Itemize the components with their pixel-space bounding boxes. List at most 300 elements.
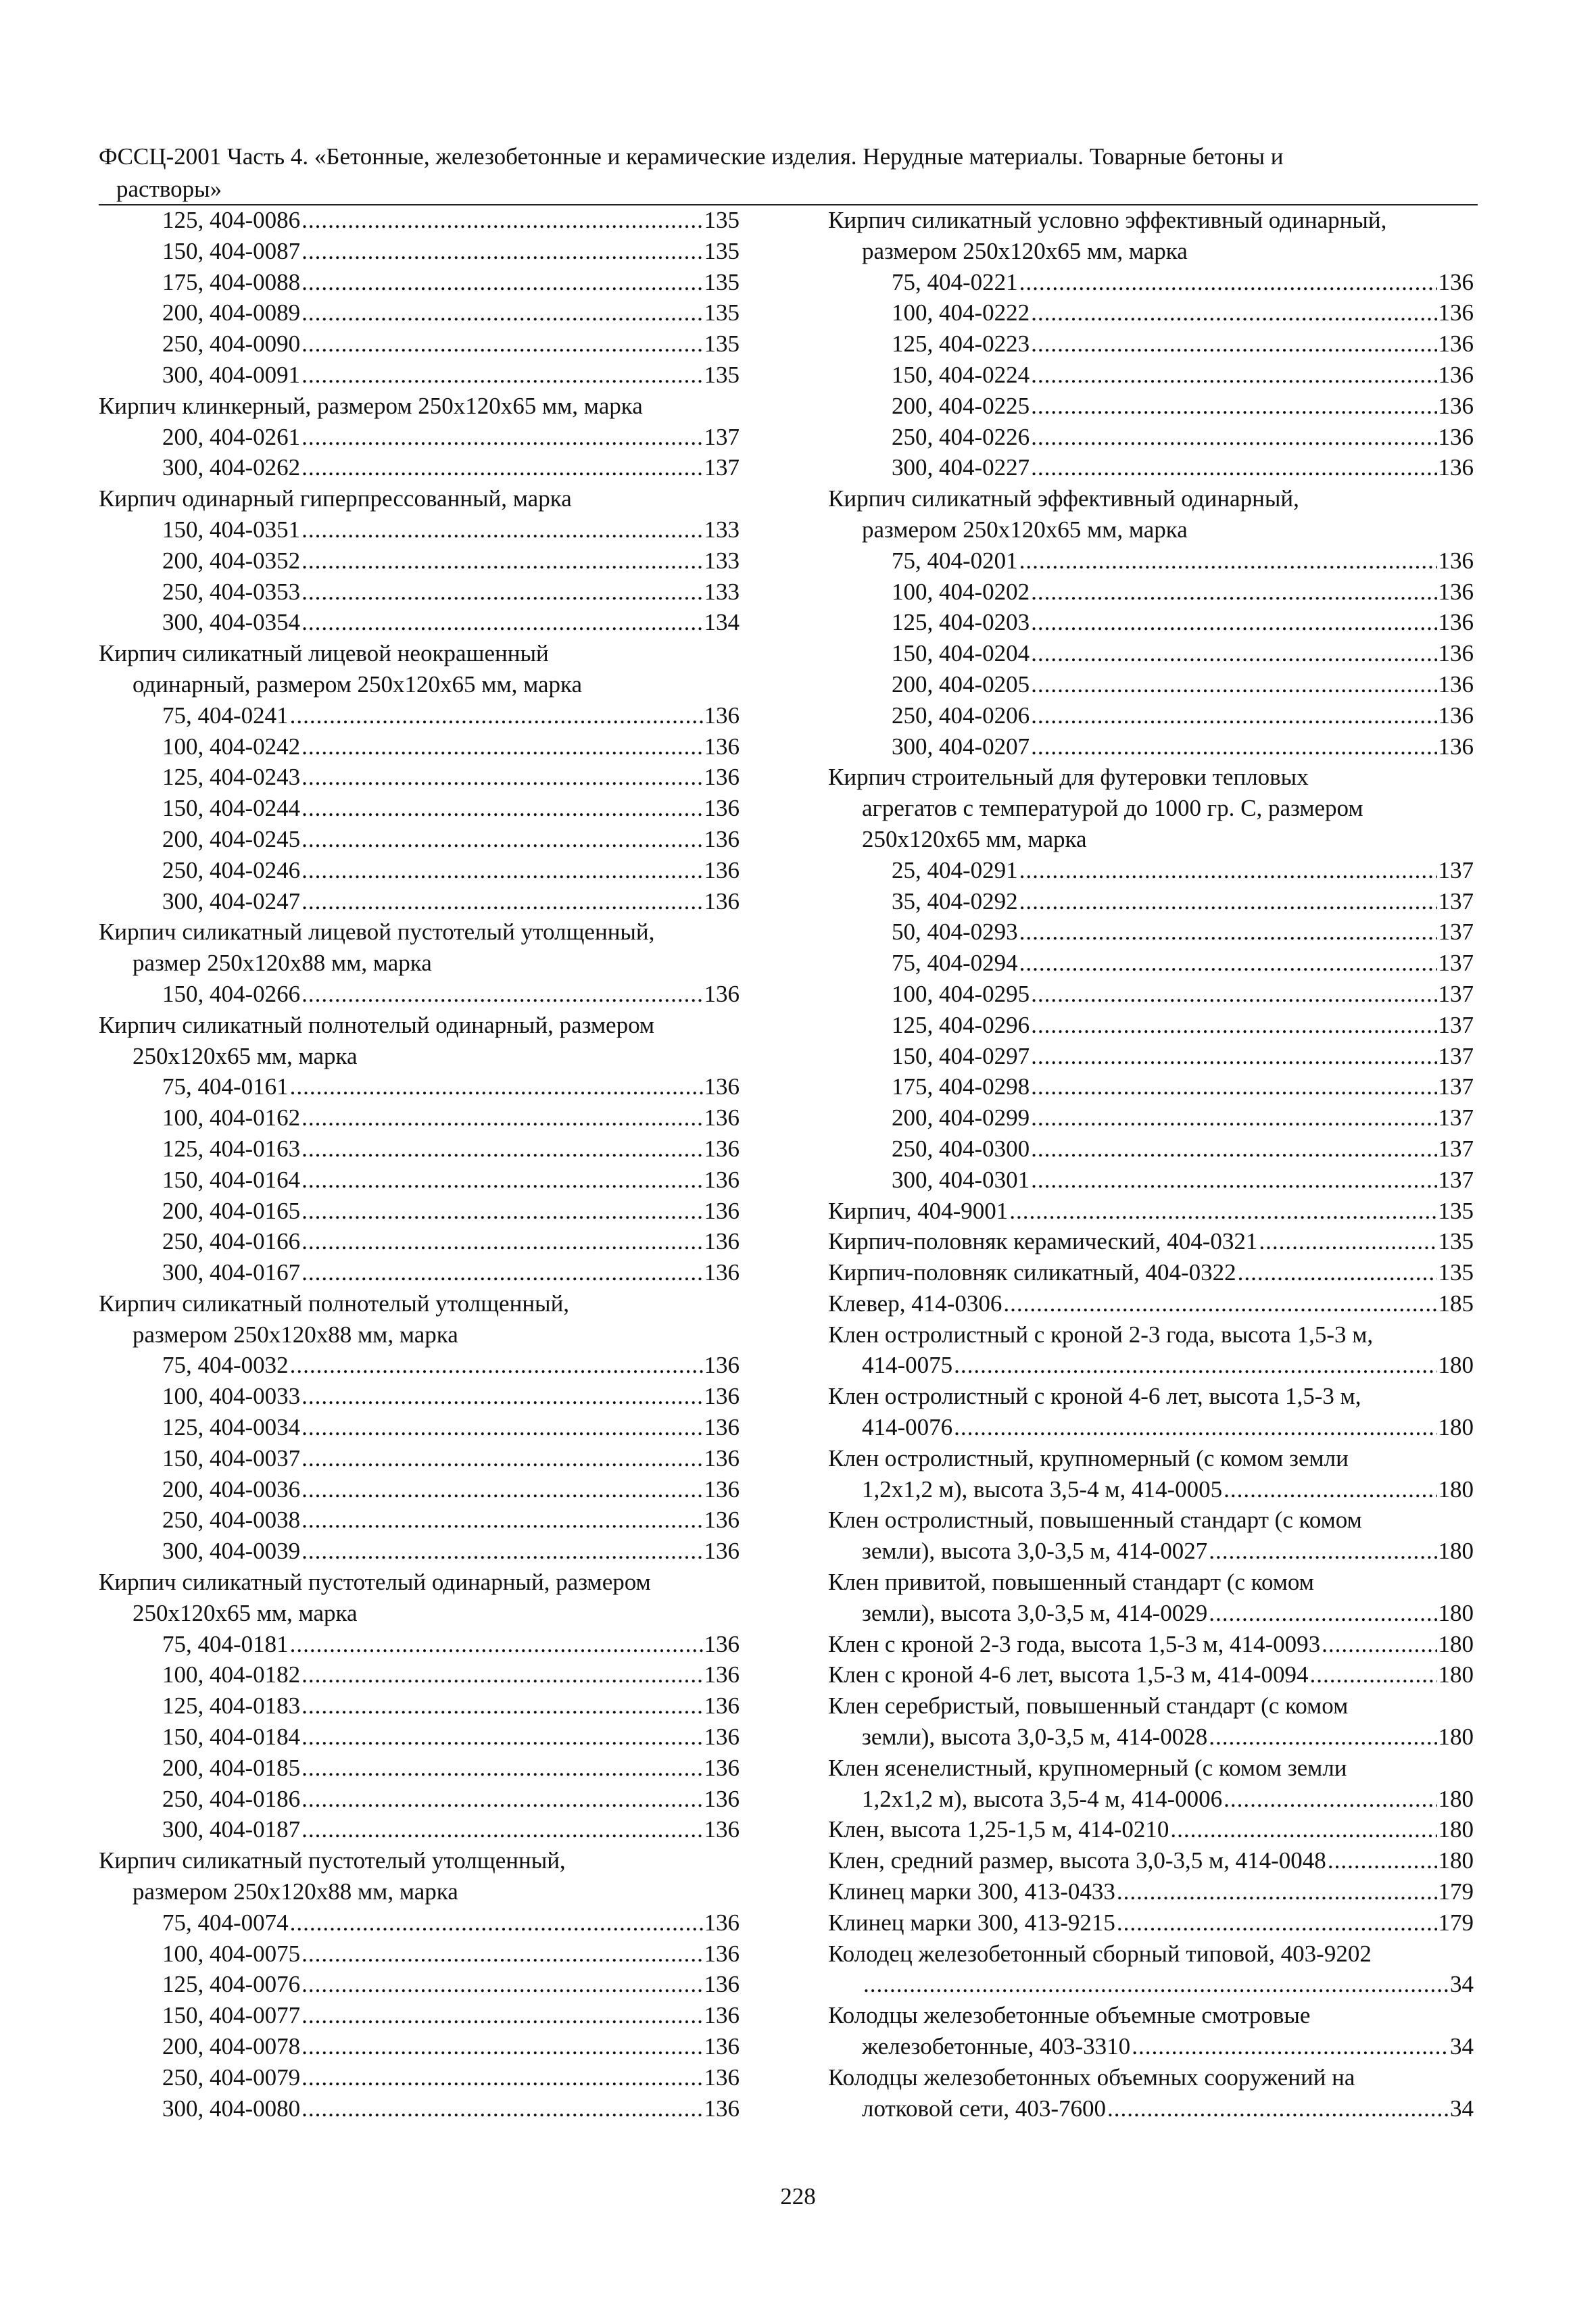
entry-label: Клен, средний размер, высота 3,0-3,5 м, 414-0048	[828, 1847, 1326, 1874]
dot-leader	[1107, 2093, 1449, 2124]
index-entry	[828, 422, 1474, 453]
entry-page-ref: 136	[704, 1476, 740, 1503]
index-heading-continued	[828, 236, 1474, 267]
entry-label: 250, 404-0246	[162, 856, 301, 883]
index-entry	[828, 1814, 1474, 1845]
index-entry	[828, 1010, 1474, 1041]
entry-label: Кирпич, 404-9001	[828, 1197, 1009, 1224]
dot-leader	[301, 1536, 702, 1567]
index-entry	[99, 1165, 740, 1196]
entry-label: 300, 404-0262	[162, 454, 301, 481]
dot-leader	[1224, 1474, 1436, 1505]
entry-label: 250x120x65 мм, марка	[132, 1599, 358, 1626]
entry-label: 150, 404-0087	[162, 237, 301, 264]
entry-label: земли), высота 3,0-3,5 м, 414-0028	[862, 1724, 1208, 1751]
dot-leader	[301, 1939, 702, 1970]
dot-leader	[301, 1196, 702, 1227]
entry-label: 200, 404-0352	[162, 547, 301, 574]
entry-page-ref: 136	[1438, 454, 1474, 481]
dot-leader	[1031, 328, 1436, 360]
index-entry	[828, 297, 1474, 328]
index-entry	[828, 1659, 1474, 1690]
entry-page-ref: 137	[1438, 1104, 1474, 1131]
entry-label: 75, 404-0161	[162, 1073, 289, 1100]
dot-leader	[290, 700, 703, 731]
entry-label: 150, 404-0224	[892, 361, 1030, 388]
index-entry	[828, 669, 1474, 700]
dot-leader	[1031, 731, 1436, 762]
index-entry	[828, 1350, 1474, 1381]
entry-label: Кирпич силикатный эффективный одинарный,	[828, 485, 1299, 512]
index-entry	[828, 1165, 1474, 1196]
entry-label: 100, 404-0242	[162, 733, 301, 760]
index-entry	[99, 1071, 740, 1102]
dot-leader	[301, 1412, 702, 1443]
entry-page-ref: 134	[704, 609, 740, 636]
index-entry	[828, 1288, 1474, 1319]
index-entry	[828, 1412, 1474, 1443]
entry-page-ref: 136	[704, 1383, 740, 1410]
entry-label: Кирпич силикатный пустотелый утолщенный,	[99, 1847, 566, 1874]
dot-leader	[301, 1505, 702, 1536]
entry-label: 300, 404-0247	[162, 887, 301, 915]
entry-page-ref: 180	[1438, 1724, 1474, 1751]
entry-page-ref: 136	[704, 1785, 740, 1812]
entry-label: 125, 404-0183	[162, 1692, 301, 1720]
entry-label: 75, 404-0241	[162, 702, 289, 729]
index-heading	[828, 205, 1474, 236]
entry-label: 150, 404-0077	[162, 2002, 301, 2029]
dot-leader	[290, 1629, 703, 1660]
entry-label: Клен ясенелистный, крупномерный (с комом земли	[828, 1754, 1347, 1781]
index-heading	[828, 1381, 1474, 1412]
entry-label: 300, 404-0227	[892, 454, 1030, 481]
dot-leader	[1031, 669, 1436, 700]
entry-label: 100, 404-0202	[892, 578, 1030, 605]
dot-leader	[863, 1969, 1449, 2000]
index-entry	[828, 1102, 1474, 1134]
entry-page-ref: 180	[1438, 1414, 1474, 1441]
dot-leader	[1031, 638, 1436, 669]
index-entry	[828, 700, 1474, 731]
page-number: 228	[780, 2183, 816, 2210]
entry-label: 250, 404-0038	[162, 1507, 301, 1534]
index-entry	[828, 1907, 1474, 1939]
index-entry	[99, 452, 740, 483]
index-entry	[828, 1722, 1474, 1753]
entry-page-ref: 136	[704, 1909, 740, 1936]
entry-label: 250x120x65 мм, марка	[862, 825, 1087, 852]
entry-label: 150, 404-0184	[162, 1724, 301, 1751]
index-entry	[99, 607, 740, 638]
entry-label: 200, 404-0299	[892, 1104, 1030, 1131]
entry-page-ref: 180	[1438, 1785, 1474, 1812]
entry-page-ref: 180	[1438, 1538, 1474, 1565]
entry-label: 250x120x65 мм, марка	[132, 1042, 358, 1069]
entry-label: 75, 404-0221	[892, 268, 1018, 295]
entry-label: 200, 404-0036	[162, 1476, 301, 1503]
entry-page-ref: 136	[704, 764, 740, 791]
dot-leader	[1031, 1071, 1436, 1102]
entry-page-ref: 135	[704, 268, 740, 295]
entry-label: Клен остролистный с кроной 4-6 лет, высота 1,5-3 м,	[828, 1383, 1361, 1410]
entry-label: земли), высота 3,0-3,5 м, 414-0027	[862, 1538, 1208, 1565]
dot-leader	[1031, 391, 1436, 422]
index-entry	[828, 1196, 1474, 1227]
entry-page-ref: 135	[704, 331, 740, 358]
entry-label: 300, 404-0091	[162, 361, 301, 388]
index-entry	[828, 391, 1474, 422]
dot-leader	[954, 1350, 1436, 1381]
entry-page-ref: 136	[1438, 702, 1474, 729]
dot-leader	[1031, 577, 1436, 608]
index-heading	[828, 1505, 1474, 1536]
entry-page-ref: 136	[1438, 268, 1474, 295]
entry-label: 75, 404-0032	[162, 1352, 289, 1379]
entry-label: 250, 404-0166	[162, 1228, 301, 1255]
entry-page-ref: 136	[1438, 733, 1474, 760]
entry-label: 150, 404-0244	[162, 795, 301, 822]
entry-label: 200, 404-0078	[162, 2033, 301, 2060]
index-entry	[828, 1474, 1474, 1505]
dot-leader	[1019, 267, 1437, 298]
entry-page-ref: 136	[704, 1630, 740, 1657]
entry-page-ref: 137	[704, 454, 740, 481]
dot-leader	[1031, 1134, 1436, 1165]
entry-page-ref: 135	[704, 207, 740, 233]
index-entry	[99, 1629, 740, 1660]
dot-leader	[301, 267, 702, 298]
index-heading	[828, 1753, 1474, 1784]
entry-page-ref: 136	[1438, 392, 1474, 419]
index-entry	[828, 1598, 1474, 1629]
entry-label: Колодцы железобетонные объемные смотровые	[828, 2002, 1311, 2029]
entry-label: Кирпич силикатный пустотелый одинарный, размером	[99, 1569, 651, 1596]
index-heading	[99, 483, 740, 514]
dot-leader	[301, 886, 702, 917]
entry-page-ref: 136	[704, 1414, 740, 1441]
index-heading	[828, 1567, 1474, 1598]
entry-label: 125, 404-0223	[892, 331, 1030, 358]
entry-page-ref: 180	[1438, 1816, 1474, 1843]
index-entry	[828, 577, 1474, 608]
entry-page-ref: 137	[704, 423, 740, 450]
index-heading	[828, 1690, 1474, 1722]
entry-label: 150, 404-0297	[892, 1042, 1030, 1069]
dot-leader	[301, 1690, 702, 1722]
dot-leader	[1003, 1288, 1436, 1319]
entry-label: размером 250x120x65 мм, марка	[862, 237, 1188, 264]
entry-page-ref: 136	[704, 2002, 740, 2029]
dot-leader	[1117, 1907, 1437, 1939]
index-heading	[99, 917, 740, 948]
index-entry	[828, 638, 1474, 669]
entry-label: 125, 404-0296	[892, 1011, 1030, 1038]
entry-label: 1,2x1,2 м), высота 3,5-4 м, 414-0006	[862, 1785, 1223, 1812]
index-entry	[828, 979, 1474, 1010]
index-heading-continued	[99, 1041, 740, 1072]
entry-label: 414-0075	[862, 1352, 953, 1379]
dot-leader	[1031, 452, 1436, 483]
index-entry	[828, 2093, 1474, 2124]
entry-label: 150, 404-0351	[162, 516, 301, 543]
entry-page-ref: 137	[1438, 1135, 1474, 1162]
entry-page-ref: 34	[1450, 2095, 1474, 2122]
dot-leader	[1031, 1010, 1436, 1041]
entry-label: 175, 404-0298	[892, 1073, 1030, 1100]
entry-page-ref: 136	[1438, 609, 1474, 636]
index-entry	[99, 360, 740, 391]
entry-label: 200, 404-0225	[892, 392, 1030, 419]
index-entry	[99, 1196, 740, 1227]
entry-label: 125, 404-0163	[162, 1135, 301, 1162]
entry-page-ref: 136	[1438, 423, 1474, 450]
entry-label: Клен серебристый, повышенный стандарт (с комом	[828, 1692, 1349, 1720]
dot-leader	[290, 1350, 703, 1381]
index-entry	[828, 1629, 1474, 1660]
entry-label: размером 250x120x65 мм, марка	[862, 516, 1188, 543]
index-entry	[828, 1226, 1474, 1257]
entry-label: 175, 404-0088	[162, 268, 301, 295]
dot-leader	[301, 514, 702, 545]
dot-leader	[1132, 2031, 1449, 2062]
dot-leader	[301, 1659, 702, 1690]
entry-page-ref: 34	[1450, 2033, 1474, 2060]
entry-label: 25, 404-0291	[892, 856, 1018, 883]
dot-leader	[1031, 360, 1436, 391]
dot-leader	[1322, 1629, 1436, 1660]
entry-label: 200, 404-0261	[162, 423, 301, 450]
entry-label: 100, 404-0295	[892, 980, 1030, 1007]
entry-label: 150, 404-0204	[892, 640, 1030, 667]
entry-label: 150, 404-0164	[162, 1166, 301, 1193]
index-heading-continued	[828, 514, 1474, 545]
entry-page-ref: 133	[704, 547, 740, 574]
entry-label: 150, 404-0266	[162, 980, 301, 1007]
index-entry	[99, 2093, 740, 2124]
entry-page-ref: 136	[1438, 640, 1474, 667]
index-heading	[828, 1319, 1474, 1350]
entry-page-ref: 136	[704, 825, 740, 852]
entry-page-ref: 137	[1438, 919, 1474, 946]
entry-page-ref: 135	[704, 237, 740, 264]
index-entry	[828, 1257, 1474, 1288]
entry-label: 125, 404-0086	[162, 207, 301, 233]
entry-label: Кирпич силикатный лицевой неокрашенный	[99, 640, 549, 667]
entry-page-ref: 137	[1438, 856, 1474, 883]
index-entry	[828, 917, 1474, 948]
index-entry	[99, 1257, 740, 1288]
entry-page-ref: 136	[1438, 299, 1474, 326]
index-entry	[99, 2000, 740, 2031]
entry-page-ref: 136	[704, 887, 740, 915]
index-entry	[99, 2031, 740, 2062]
header-title-continued: растворы»	[116, 176, 222, 202]
entry-label: агрегатов с температурой до 1000 гр. С, размером	[862, 795, 1363, 822]
entry-label: 125, 404-0076	[162, 1971, 301, 1998]
entry-label: Кирпич силикатный лицевой пустотелый утолщенный,	[99, 919, 655, 946]
entry-page-ref: 137	[1438, 980, 1474, 1007]
entry-label: размер 250x120x88 мм, марка	[132, 950, 432, 977]
index-entry	[99, 979, 740, 1010]
entry-page-ref: 136	[704, 1104, 740, 1131]
index-entry	[828, 1784, 1474, 1815]
entry-page-ref: 136	[704, 2064, 740, 2091]
entry-page-ref: 179	[1438, 1878, 1474, 1905]
entry-page-ref: 185	[1438, 1290, 1474, 1317]
entry-label: Клевер, 414-0306	[828, 1290, 1002, 1317]
entry-label: Кирпич одинарный гиперпрессованный, марка	[99, 485, 572, 512]
index-heading-continued	[828, 793, 1474, 824]
entry-page-ref: 136	[704, 2095, 740, 2122]
entry-label: Клен привитой, повышенный стандарт (с комом	[828, 1569, 1314, 1596]
index-entry	[99, 762, 740, 793]
entry-page-ref: 34	[1450, 1971, 1474, 1998]
entry-label: Кирпич-половняк силикатный, 404-0322	[828, 1259, 1236, 1286]
index-entry	[99, 2062, 740, 2093]
index-entry	[828, 1041, 1474, 1072]
index-entry	[99, 824, 740, 855]
dot-leader	[1238, 1257, 1437, 1288]
entry-label: 300, 404-0301	[892, 1166, 1030, 1193]
entry-label: Клен, высота 1,25-1,5 м, 414-0210	[828, 1816, 1169, 1843]
entry-page-ref: 137	[1438, 950, 1474, 977]
entry-page-ref: 137	[1438, 1073, 1474, 1100]
entry-label: 200, 404-0185	[162, 1754, 301, 1781]
entry-label: 250, 404-0090	[162, 331, 301, 358]
entry-label: Клен остролистный с кроной 2-3 года, высота 1,5-3 м,	[828, 1321, 1374, 1348]
entry-page-ref: 136	[1438, 671, 1474, 698]
index-entry	[99, 1443, 740, 1474]
dot-leader	[290, 1071, 703, 1102]
index-entry	[828, 607, 1474, 638]
index-entry	[828, 328, 1474, 360]
dot-leader	[301, 1134, 702, 1165]
entry-label: размером 250x120x88 мм, марка	[132, 1878, 458, 1905]
entry-label: Кирпич силикатный условно эффективный одинарный,	[828, 207, 1387, 233]
index-entry	[99, 1753, 740, 1784]
entry-label: 300, 404-0354	[162, 609, 301, 636]
entry-label: 35, 404-0292	[892, 887, 1018, 915]
index-heading	[99, 391, 740, 422]
entry-label: земли), высота 3,0-3,5 м, 414-0029	[862, 1599, 1208, 1626]
index-heading	[828, 2000, 1474, 2031]
index-entry	[99, 1474, 740, 1505]
entry-page-ref: 136	[704, 1971, 740, 1998]
dot-leader	[301, 731, 702, 762]
index-heading	[828, 483, 1474, 514]
dot-leader	[1031, 297, 1436, 328]
dot-leader	[1031, 1102, 1436, 1134]
dot-leader	[301, 855, 702, 886]
entry-label: Клен с кроной 2-3 года, высота 1,5-3 м, 414-0093	[828, 1630, 1321, 1657]
index-entry	[99, 267, 740, 298]
index-entry	[99, 1536, 740, 1567]
index-entry	[99, 422, 740, 453]
entry-label: 300, 404-0167	[162, 1259, 301, 1286]
dot-leader	[1117, 1876, 1437, 1907]
index-entry	[828, 2031, 1474, 2062]
index-heading	[99, 1567, 740, 1598]
entry-label: Клен остролистный, повышенный стандарт (с комом	[828, 1507, 1362, 1534]
index-entry	[99, 1134, 740, 1165]
index-entry	[99, 1690, 740, 1722]
entry-page-ref: 133	[704, 516, 740, 543]
dot-leader	[301, 1969, 702, 2000]
dot-leader	[301, 205, 702, 236]
index-entry	[828, 360, 1474, 391]
entry-page-ref: 136	[704, 1538, 740, 1565]
entry-label: 300, 404-0187	[162, 1816, 301, 1843]
dot-leader	[301, 2031, 702, 2062]
dot-leader	[301, 2000, 702, 2031]
dot-leader	[1031, 700, 1436, 731]
entry-label: Клинец марки 300, 413-0433	[828, 1878, 1115, 1905]
index-entry	[99, 1350, 740, 1381]
index-entry	[99, 731, 740, 762]
dot-leader	[301, 1226, 702, 1257]
dot-leader	[290, 1907, 703, 1939]
entry-label: 100, 404-0033	[162, 1383, 301, 1410]
dot-leader	[1031, 979, 1436, 1010]
index-heading	[828, 1939, 1474, 1970]
entry-label: 250, 404-0300	[892, 1135, 1030, 1162]
entry-page-ref: 136	[1438, 331, 1474, 358]
entry-label: лотковой сети, 403-7600	[862, 2095, 1106, 2122]
dot-leader	[301, 1257, 702, 1288]
entry-page-ref: 180	[1438, 1661, 1474, 1688]
entry-page-ref: 136	[704, 1166, 740, 1193]
index-heading-continued	[99, 1319, 740, 1350]
entry-page-ref: 135	[704, 361, 740, 388]
dot-leader	[301, 2093, 702, 2124]
dot-leader	[1019, 917, 1437, 948]
entry-page-ref: 137	[1438, 1166, 1474, 1193]
entry-label: 250, 404-0079	[162, 2064, 301, 2091]
entry-label: Клен остролистный, крупномерный (с комом земли	[828, 1444, 1349, 1471]
entry-page-ref: 136	[704, 795, 740, 822]
entry-page-ref: 137	[1438, 887, 1474, 915]
index-entry	[99, 577, 740, 608]
index-column-left	[99, 205, 740, 2124]
dot-leader	[1209, 1536, 1436, 1567]
index-entry	[828, 1071, 1474, 1102]
index-heading	[828, 2062, 1474, 2093]
index-entry	[828, 267, 1474, 298]
index-entry	[99, 1784, 740, 1815]
index-entry	[828, 948, 1474, 979]
entry-label: Колодец железобетонный сборный типовой, 403-9202	[828, 1940, 1372, 1967]
dot-leader	[301, 1381, 702, 1412]
index-heading-continued	[99, 669, 740, 700]
entry-page-ref: 135	[1438, 1228, 1474, 1255]
entry-label: 100, 404-0075	[162, 1940, 301, 1967]
dot-leader	[301, 328, 702, 360]
entry-page-ref: 136	[704, 1352, 740, 1379]
index-heading	[828, 762, 1474, 793]
dot-leader	[1209, 1598, 1436, 1629]
entry-label: 300, 404-0207	[892, 733, 1030, 760]
entry-page-ref: 136	[704, 1228, 740, 1255]
index-entry	[828, 1134, 1474, 1165]
entry-label: 150, 404-0037	[162, 1444, 301, 1471]
dot-leader	[1019, 545, 1437, 577]
entry-page-ref: 136	[704, 1754, 740, 1781]
entry-label: 300, 404-0080	[162, 2095, 301, 2122]
index-entry	[828, 731, 1474, 762]
dot-leader	[301, 979, 702, 1010]
entry-page-ref: 136	[704, 1197, 740, 1224]
